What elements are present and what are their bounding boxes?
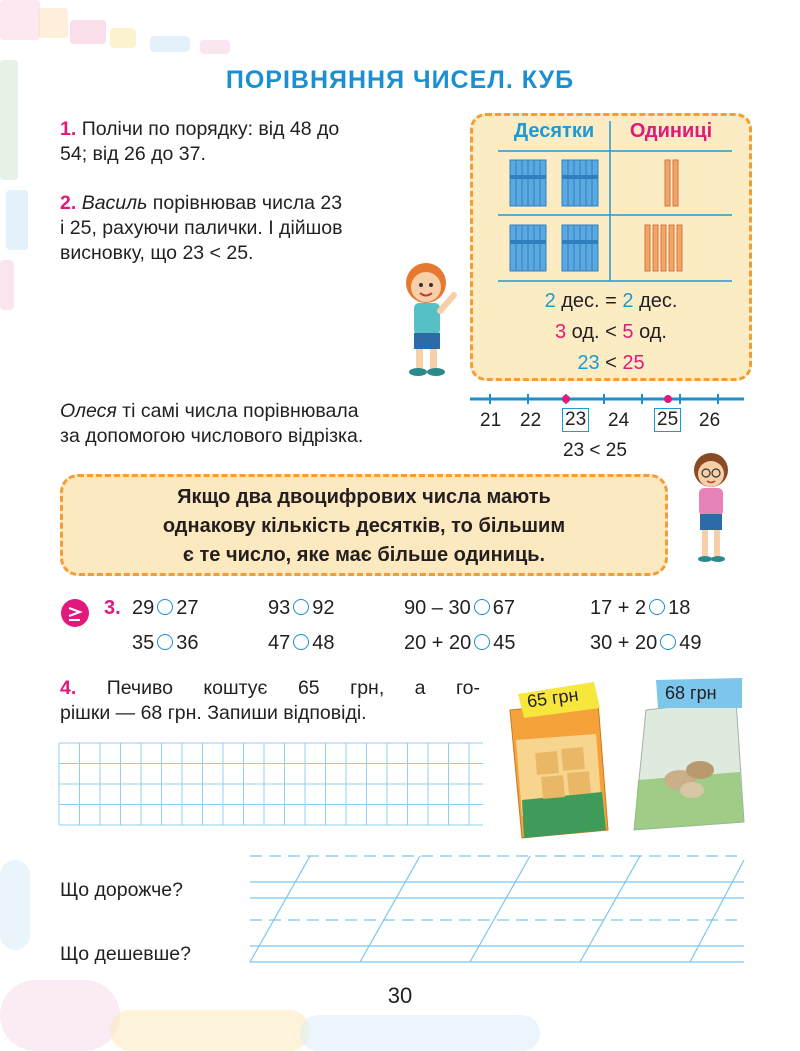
task-1 xyxy=(60,117,450,167)
page-title: ПОРІВНЯННЯ ЧИСЕЛ. КУБ xyxy=(225,66,575,94)
character-name: Василь xyxy=(81,192,148,214)
comparison-item: 30 + 20 49 xyxy=(590,632,702,654)
task-4: 4. Печиво коштує 65 грн, а го- рішки — 68 грн. Запиши відповіді. xyxy=(60,677,480,724)
comparison-item: 20 + 20 45 xyxy=(404,632,516,654)
comparison-item: 29 27 xyxy=(132,597,199,619)
boy-illustration xyxy=(396,255,466,380)
task-number: 4. xyxy=(60,677,77,699)
ten-bundle-icon xyxy=(510,160,546,206)
compare-sign-icon xyxy=(60,598,90,628)
comparison-item: 90 – 30 67 xyxy=(404,597,515,619)
price-label: 65 грн xyxy=(525,684,580,712)
rule-line: Якщо два двоцифрових числа мають xyxy=(177,486,551,508)
tick-label: 26 xyxy=(699,410,721,431)
task-text: висновку, що 23 < 25. xyxy=(60,242,254,264)
question-more-expensive: Що дорожче? xyxy=(60,879,183,901)
comparison-lines: 2 дес. = 2 дес. 3 од. < 5 од. 23 < 25 xyxy=(544,290,678,374)
tick-label: 22 xyxy=(520,410,542,431)
ten-bundle-icon xyxy=(562,225,598,271)
tick-label-highlighted: 25 xyxy=(654,408,681,432)
task-text: і 25, рахуючи палички. І дійшов xyxy=(60,217,343,239)
single-stick-icon xyxy=(645,225,682,271)
answer-circle[interactable] xyxy=(293,634,309,650)
marker-23 xyxy=(562,395,570,403)
olesia-text: Олеся ті самі числа порівнювала за допомогою числового відрізка. xyxy=(60,400,364,447)
rule-box xyxy=(60,474,668,576)
task-text: порівнював числа 23 xyxy=(147,192,343,214)
page-number: 30 xyxy=(387,983,413,1008)
answer-circle[interactable] xyxy=(649,599,665,615)
answer-circle[interactable] xyxy=(157,634,173,650)
character-name: Олеся xyxy=(60,400,117,422)
marker-25 xyxy=(664,395,672,403)
writing-grid[interactable] xyxy=(58,742,484,826)
answer-circle[interactable] xyxy=(660,634,676,650)
answer-circle[interactable] xyxy=(293,599,309,615)
answer-circle[interactable] xyxy=(474,634,490,650)
tick-label: 24 xyxy=(608,410,630,431)
column-header-ones: Одиниці xyxy=(629,120,713,142)
tick-label-highlighted: 23 xyxy=(562,408,589,432)
girl-illustration xyxy=(685,448,745,568)
answer-circle[interactable] xyxy=(157,599,173,615)
answer-circle[interactable] xyxy=(474,599,490,615)
task-2 xyxy=(60,191,452,266)
task-number: 3. xyxy=(104,597,121,619)
task-number: 1. xyxy=(60,118,77,140)
comparison-item: 17 + 2 18 xyxy=(590,597,691,619)
price-label: 68 грн xyxy=(665,683,717,703)
question-cheaper: Що дешевше? xyxy=(60,943,191,965)
column-header-tens: Десятки xyxy=(513,120,595,142)
rule-line: однакову кількість десятків, то більшим xyxy=(162,515,566,537)
task-number: 2. xyxy=(60,192,77,214)
single-stick-icon xyxy=(665,160,678,206)
task-text: 54; від 26 до 37. xyxy=(60,143,206,165)
comparison-item: 47 48 xyxy=(268,632,335,654)
task-text: Полічи по порядку: від 48 до xyxy=(81,118,340,140)
rule-line: є те число, яке має більше одиниць. xyxy=(182,544,546,566)
comparison-item: 93 92 xyxy=(268,597,335,619)
ten-bundle-icon xyxy=(562,160,598,206)
handwriting-lines[interactable] xyxy=(240,850,746,968)
nuts-bag-illustration xyxy=(628,690,748,840)
ten-bundle-icon xyxy=(510,225,546,271)
number-line-result: 23 < 25 xyxy=(563,440,627,461)
comparison-item: 35 36 xyxy=(132,632,199,654)
tick-label: 21 xyxy=(480,410,502,431)
number-line xyxy=(468,390,748,410)
